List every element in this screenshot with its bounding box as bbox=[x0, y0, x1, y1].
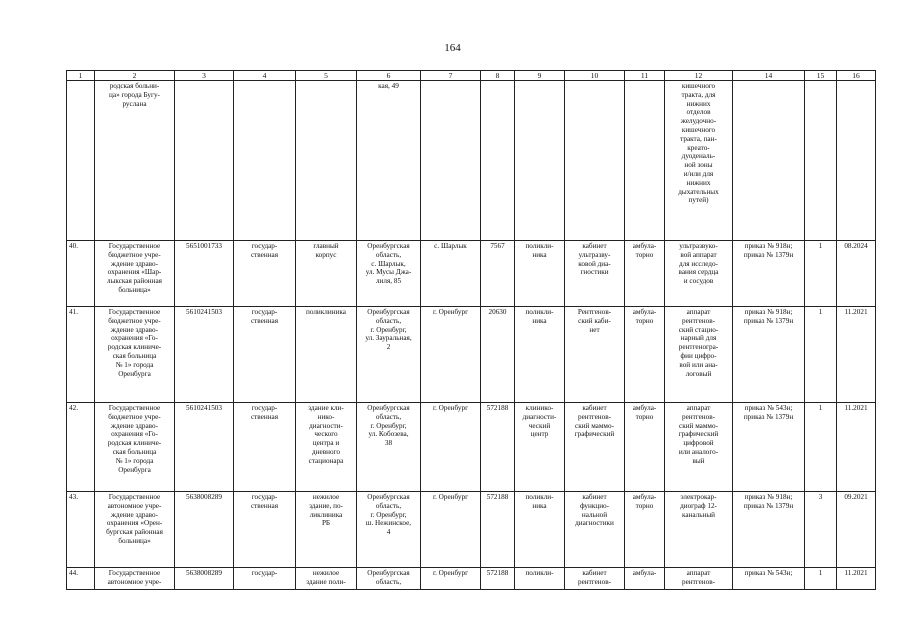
table-cell: Государственное автономное учре- ждение здраво- охранения «Орен- бургская районная больница» bbox=[95, 492, 175, 568]
table-cell: нежилое здание поли- bbox=[296, 568, 357, 590]
table-cell: государ- ственная bbox=[234, 307, 296, 403]
table-cell: главный корпус bbox=[296, 241, 357, 307]
table-cell: 7567 bbox=[481, 241, 515, 307]
table-cell bbox=[625, 81, 665, 241]
table-cell: г. Оренбург bbox=[421, 403, 481, 492]
table-cell bbox=[296, 81, 357, 241]
table-cell: 5651001733 bbox=[175, 241, 234, 307]
table-cell: приказ № 543н; приказ № 1379н bbox=[733, 403, 805, 492]
table-cell: 1 bbox=[805, 403, 837, 492]
table-cell: Государственное автономное учре- bbox=[95, 568, 175, 590]
table-cell: государ- ственная bbox=[234, 492, 296, 568]
table-cell: 3 bbox=[805, 492, 837, 568]
table-cell: Оренбургская область, г. Оренбург, ш. Нежинское, 4 bbox=[357, 492, 421, 568]
column-number-cell: 4 bbox=[234, 71, 296, 81]
column-number-cell: 11 bbox=[625, 71, 665, 81]
table-cell: 572188 bbox=[481, 403, 515, 492]
table-cell bbox=[733, 81, 805, 241]
table-cell: ультразвуко- вой аппарат для исследо- вания сердца и сосудов bbox=[665, 241, 733, 307]
column-number-cell: 5 bbox=[296, 71, 357, 81]
table-cell bbox=[837, 81, 876, 241]
table-cell: г. Оренбург bbox=[421, 307, 481, 403]
table-cell: Государственное бюджетное учре- ждение здраво- охранения «Го- родская клиниче- ская больница № 1» города Оренбурга bbox=[95, 307, 175, 403]
column-number-cell: 8 bbox=[481, 71, 515, 81]
table-cell: Оренбургская область, г. Оренбург, ул. Кобозева, 38 bbox=[357, 403, 421, 492]
table-cell: 41. bbox=[67, 307, 95, 403]
table-cell: аппарат рентгенов- bbox=[665, 568, 733, 590]
table-cell: кабинет рентгенов- ский маммо- графический bbox=[565, 403, 625, 492]
table-cell bbox=[67, 81, 95, 241]
table-cell: аппарат рентгенов- ский маммо- графический цифровой или аналого- вый bbox=[665, 403, 733, 492]
table-cell: амбула- торно bbox=[625, 492, 665, 568]
table-cell: 20630 bbox=[481, 307, 515, 403]
column-number-cell: 2 bbox=[95, 71, 175, 81]
page-number: 164 bbox=[444, 42, 461, 54]
table-cell: Оренбургская область, с. Шарлык, ул. Мусы Джа- лиля, 85 bbox=[357, 241, 421, 307]
table-cell: поликлиника bbox=[296, 307, 357, 403]
table-row bbox=[67, 241, 876, 307]
registry-table bbox=[66, 70, 876, 590]
table-cell: 44. bbox=[67, 568, 95, 590]
table-cell: 11.2021 bbox=[837, 568, 876, 590]
table-cell: Оренбургская область, bbox=[357, 568, 421, 590]
table-cell: г. Оренбург bbox=[421, 568, 481, 590]
table-cell: нежилое здание, по- ликлиника РБ bbox=[296, 492, 357, 568]
table-cell: поликли- ника bbox=[515, 241, 565, 307]
column-number-cell: 10 bbox=[565, 71, 625, 81]
table-cell: поликли- ника bbox=[515, 307, 565, 403]
column-number-cell: 3 bbox=[175, 71, 234, 81]
table-cell: г. Оренбург bbox=[421, 492, 481, 568]
table-cell: электрокар- диограф 12- канальный bbox=[665, 492, 733, 568]
column-number-cell: 12 bbox=[665, 71, 733, 81]
table-cell: 43. bbox=[67, 492, 95, 568]
table-cell: кабинет ультразву- ковой диа- гностики bbox=[565, 241, 625, 307]
table-cell: государ- ственная bbox=[234, 241, 296, 307]
table-row bbox=[67, 492, 876, 568]
table-cell: 5638008289 bbox=[175, 568, 234, 590]
column-number-cell: 7 bbox=[421, 71, 481, 81]
column-number-cell: 9 bbox=[515, 71, 565, 81]
table-cell: 1 bbox=[805, 241, 837, 307]
table-cell: 40. bbox=[67, 241, 95, 307]
table-cell: поликли- ника bbox=[515, 492, 565, 568]
table-cell: 572188 bbox=[481, 568, 515, 590]
table-cell: родская больни- ца» города Бугу- руслана bbox=[95, 81, 175, 241]
table-cell: государ- ственная bbox=[234, 403, 296, 492]
table-cell: 42. bbox=[67, 403, 95, 492]
table-cell: Государственное бюджетное учре- ждение здраво- охранения «Го- родская клиниче- ская больница № 1» города Оренбурга bbox=[95, 403, 175, 492]
column-number-cell: 6 bbox=[357, 71, 421, 81]
table-cell: приказ № 918н; приказ № 1379н bbox=[733, 307, 805, 403]
table-cell bbox=[805, 81, 837, 241]
table-cell: аппарат рентгенов- ский стацио- нарный для рентгеногра- фии цифро- вой или ана- логовый bbox=[665, 307, 733, 403]
table-cell: здание кли- нико- диагности- ческого центра и дневного стационара bbox=[296, 403, 357, 492]
table-cell: кишечного тракта, для нижних отделов желудочно- кишечного тракта, пан- креато- дуоденаль- ной зоны и/или для нижних дыхательных путей) bbox=[665, 81, 733, 241]
table-cell bbox=[515, 81, 565, 241]
table-cell bbox=[565, 81, 625, 241]
table-cell: 08.2024 bbox=[837, 241, 876, 307]
column-number-row bbox=[67, 71, 876, 81]
table-cell: 1 bbox=[805, 307, 837, 403]
table-cell: 572188 bbox=[481, 492, 515, 568]
table-cell: Оренбургская область, г. Оренбург, ул. Зауральная, 2 bbox=[357, 307, 421, 403]
table-cell: 1 bbox=[805, 568, 837, 590]
table-cell: кая, 49 bbox=[357, 81, 421, 241]
table-cell: 5610241503 bbox=[175, 403, 234, 492]
table-cell: поликли- bbox=[515, 568, 565, 590]
table-cell: кабинет функцио- нальной диагностики bbox=[565, 492, 625, 568]
table-cell: Государственное бюджетное учре- ждение здраво- охранения «Шар- лыкская районная больница» bbox=[95, 241, 175, 307]
column-number-cell: 16 bbox=[837, 71, 876, 81]
table-cell: амбула- bbox=[625, 568, 665, 590]
table-cell: приказ № 543н; bbox=[733, 568, 805, 590]
table-cell: 09.2021 bbox=[837, 492, 876, 568]
column-number-cell: 14 bbox=[733, 71, 805, 81]
table-cell bbox=[175, 81, 234, 241]
table-cell: амбула- торно bbox=[625, 403, 665, 492]
table-cell: 11.2021 bbox=[837, 307, 876, 403]
table-cell: приказ № 918н; приказ № 1379н bbox=[733, 492, 805, 568]
table-cell: приказ № 918н; приказ № 1379н bbox=[733, 241, 805, 307]
table-cell: кабинет рентгенов- bbox=[565, 568, 625, 590]
table-cell: 5638008289 bbox=[175, 492, 234, 568]
table-cell: государ- bbox=[234, 568, 296, 590]
table-cell: с. Шарлык bbox=[421, 241, 481, 307]
table-row bbox=[67, 307, 876, 403]
table-cell: амбула- торно bbox=[625, 241, 665, 307]
table-cell bbox=[481, 81, 515, 241]
column-number-cell: 15 bbox=[805, 71, 837, 81]
table-cell: клинико- диагности- ческий центр bbox=[515, 403, 565, 492]
table-cell bbox=[421, 81, 481, 241]
table-row bbox=[67, 403, 876, 492]
table-cell: 5610241503 bbox=[175, 307, 234, 403]
table-cell: 11.2021 bbox=[837, 403, 876, 492]
table-row bbox=[67, 81, 876, 241]
column-number-cell: 1 bbox=[67, 71, 95, 81]
table-cell: Рентгенов- ский каби- нет bbox=[565, 307, 625, 403]
table-row bbox=[67, 568, 876, 590]
table-cell bbox=[234, 81, 296, 241]
table-cell: амбула- торно bbox=[625, 307, 665, 403]
